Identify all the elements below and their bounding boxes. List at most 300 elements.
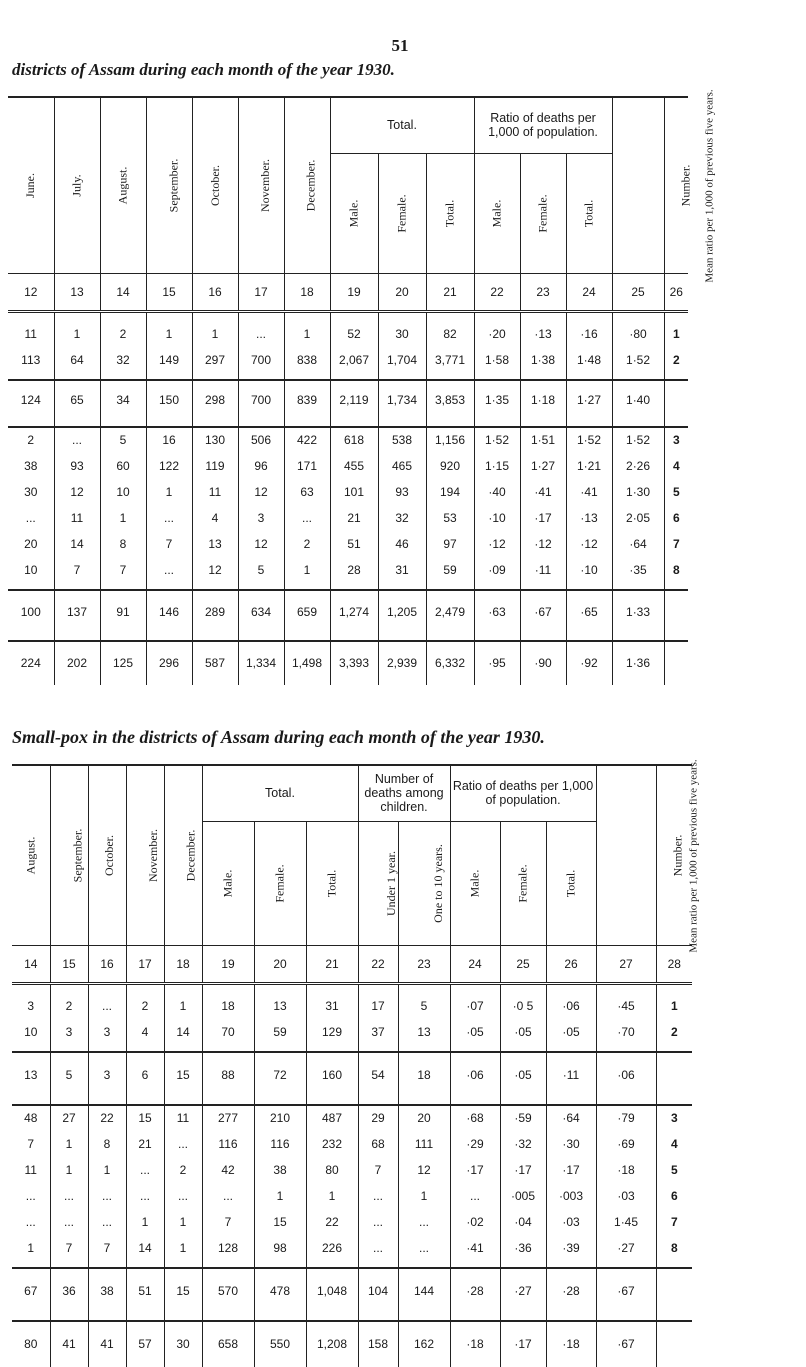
column-number: 23 [398,945,450,983]
spacer-cell [566,583,612,590]
table-cell: 18 [398,1052,450,1098]
table-cell: ·64 [546,1105,596,1131]
table-cell: 232 [306,1131,358,1157]
spacer-cell [254,1261,306,1268]
table-cell: 289 [192,590,238,634]
table-cell: 2,067 [330,347,378,373]
table-cell: 111 [398,1131,450,1157]
table-cell: ·27 [500,1268,546,1314]
table-cell: 8 [100,531,146,557]
spacer-cell [164,1098,202,1105]
header-label: Under 1 year. [383,851,398,916]
table-cell: ... [88,993,126,1019]
spacer-cell [238,634,284,641]
table-cell: ·39 [546,1235,596,1261]
table-cell: 5 [50,1052,88,1098]
table-cell: 1·51 [520,427,566,453]
row-number-cell [664,641,688,685]
header-label: July. [69,174,84,197]
spacer-cell [426,583,474,590]
table-cell: 13 [398,1019,450,1045]
table-cell: 65 [54,380,100,420]
table-cell: ·11 [520,557,566,583]
spacer-cell [12,1098,50,1105]
table-cell: 30 [24,484,38,499]
table-cell: 1 [146,321,192,347]
table-cell: 100 [20,605,41,619]
spacer-cell [146,420,192,427]
spacer-cell [50,1261,88,1268]
spacer-cell [612,373,664,380]
spacer-cell [126,1314,164,1321]
spacer-cell [8,634,54,641]
row-number-cell: 8 [656,1235,692,1261]
table-cell: ·28 [450,1268,500,1314]
table-cell: 59 [254,1019,306,1045]
spacer-cell [520,420,566,427]
table-cell: 7 [54,557,100,583]
table-cell: 31 [306,993,358,1019]
table-cell: 80 [306,1157,358,1183]
row-number-cell: 5 [656,1157,692,1183]
spacer-cell [8,373,54,380]
spacer-cell [192,583,238,590]
column-number: 21 [426,273,474,311]
table-cell: 1·30 [612,479,664,505]
table1-title: districts of Assam during each month of the year 1930. [12,60,395,79]
spacer-cell [100,420,146,427]
column-number: 18 [284,273,330,311]
spacer-cell [450,1098,500,1105]
row-spacer [8,583,688,590]
table-cell: 144 [398,1268,450,1314]
table-cell: 116 [202,1131,254,1157]
table-cell: ·18 [450,1321,500,1367]
header-total-group: Total. [330,97,474,153]
table-cell: 113 [21,352,41,367]
table-cell: 7 [202,1209,254,1235]
table-cell: 11 [192,479,238,505]
header-label: October. [101,835,116,877]
table-cell: ... [202,1183,254,1209]
table-cell: ... [450,1183,500,1209]
table-cell: 124 [20,393,41,407]
table-cell: 91 [100,590,146,634]
spacer-cell [254,1314,306,1321]
row-number-cell: 6 [656,1183,692,1209]
table-cell: 1·27 [566,380,612,420]
table-cell: ·10 [566,557,612,583]
table-cell: 618 [330,427,378,453]
spacer-cell [164,1261,202,1268]
column-numbers-row [12,945,692,983]
table-cell: 54 [358,1052,398,1098]
table-cell: ... [146,505,192,531]
table-cell: 2,119 [330,380,378,420]
table-cell: 122 [146,453,192,479]
spacer-cell [330,311,378,321]
table-cell: 57 [126,1321,164,1367]
column-number: 24 [566,273,612,311]
table-cell: ... [238,321,284,347]
table-cell: 2,479 [426,590,474,634]
table-cell: ... [126,1157,164,1183]
table-cell: ·28 [546,1268,596,1314]
spacer-cell [202,1261,254,1268]
table-cell: 38 [254,1157,306,1183]
table-cell: ·40 [474,479,520,505]
spacer-cell [566,420,612,427]
table-cell: 1·36 [612,641,664,685]
spacer-cell [398,1045,450,1052]
spacer-cell [450,1045,500,1052]
column-number: 26 [664,273,688,311]
table-cell: 3,853 [426,380,474,420]
table-cell: 6,332 [426,641,474,685]
spacer-cell [656,1261,692,1268]
table-cell: 1,156 [426,427,474,453]
table-cell: ... [54,427,100,453]
spacer-cell [596,1314,656,1321]
table-cell: 1 [306,1183,358,1209]
table-cell: 1 [284,557,330,583]
spacer-cell [306,983,358,993]
row-number-cell: 2 [656,1019,692,1045]
table-cell: 12 [54,479,100,505]
table-cell: ·17 [500,1157,546,1183]
header-label: September. [69,828,84,883]
spacer-cell [546,983,596,993]
spacer-cell [378,373,426,380]
spacer-cell [378,583,426,590]
table-cell: 1 [164,1235,202,1261]
spacer-cell [126,1261,164,1268]
table-cell: ·04 [500,1209,546,1235]
header-month [12,765,50,945]
table-cell: ·05 [500,1052,546,1098]
spacer-cell [126,983,164,993]
table-row [8,531,688,557]
table-cell: 634 [238,590,284,634]
row-number-cell [664,380,688,420]
spacer-cell [664,420,688,427]
table-cell: 20 [24,536,38,551]
table-cell: 1·38 [520,347,566,373]
spacer-cell [474,583,520,590]
spacer-cell [612,583,664,590]
table-cell: 4 [192,505,238,531]
table-cell: 7 [27,1136,35,1151]
column-number: 17 [238,273,284,311]
spacer-cell [238,311,284,321]
spacer-cell [330,634,378,641]
row-spacer [12,1045,692,1052]
spacer-cell [378,311,426,321]
spacer-cell [596,983,656,993]
header-label: Female. [515,864,530,903]
table-cell: 10 [24,1024,38,1039]
table-cell: 12 [238,479,284,505]
table-cell: 98 [254,1235,306,1261]
table-cell: ... [358,1209,398,1235]
table-cell: ·09 [474,557,520,583]
spacer-cell [126,1045,164,1052]
table-cell: ·18 [546,1321,596,1367]
table-cell: 1 [164,993,202,1019]
column-number: 22 [474,273,520,311]
spacer-cell [546,1045,596,1052]
table-cell: 277 [202,1105,254,1131]
table-cell: ... [25,510,36,525]
row-spacer [12,983,692,993]
table-cell: 48 [24,1111,38,1125]
spacer-cell [664,311,688,321]
table-row [12,1209,692,1235]
spacer-cell [88,1045,126,1052]
spacer-cell [358,983,398,993]
table-cell: 224 [20,656,41,670]
spacer-cell [306,1261,358,1268]
spacer-cell [500,1314,546,1321]
table-cell: 7 [88,1235,126,1261]
table-cell: 487 [306,1105,358,1131]
table-cell: ·68 [450,1105,500,1131]
table-cell: ·17 [546,1157,596,1183]
spacer-cell [100,583,146,590]
table-cell: 51 [330,531,378,557]
column-number: 13 [54,273,100,311]
spacer-cell [8,420,54,427]
spacer-cell [54,311,100,321]
table-cell: 1 [50,1131,88,1157]
spacer-cell [238,583,284,590]
header-month [100,97,146,273]
column-numbers-row [8,273,688,311]
table-cell: ·30 [546,1131,596,1157]
table-cell: 11 [164,1105,202,1131]
table-cell: 2·05 [612,505,664,531]
table-cell: 1·15 [474,453,520,479]
table-cell: ·03 [546,1209,596,1235]
header-label: Female. [394,194,409,233]
table-cell: ·80 [612,321,664,347]
spacer-cell [50,983,88,993]
table-cell: ... [88,1209,126,1235]
spacer-cell [54,420,100,427]
table-cell: 15 [126,1105,164,1131]
table-cell: ·10 [474,505,520,531]
table-cell: 1·52 [474,427,520,453]
header-label: Total. [324,869,339,898]
spacer-cell [500,1098,546,1105]
spacer-cell [500,1045,546,1052]
table-cell: 96 [238,453,284,479]
table-cell: 13 [24,1068,38,1082]
table-cell: 70 [202,1019,254,1045]
table-cell: 32 [378,505,426,531]
spacer-cell [656,1098,692,1105]
table-cell: 10 [100,479,146,505]
table-cell: 5 [238,557,284,583]
spacer-cell [664,583,688,590]
table-cell: 128 [202,1235,254,1261]
table-row [8,427,688,453]
table-cell: 12 [398,1157,450,1183]
table-cell: ·06 [450,1052,500,1098]
header-number [664,97,692,273]
table-cell: ... [88,1183,126,1209]
table-cell: 36 [50,1268,88,1314]
table-cell: 1 [50,1157,88,1183]
spacer-cell [474,420,520,427]
spacer-cell [254,1098,306,1105]
table2-title: Small-pox in the districts of Assam during each month of the year 1930. [12,727,545,747]
table-cell: 2 [100,321,146,347]
spacer-cell [546,1261,596,1268]
table-cell: 7 [50,1235,88,1261]
table-cell: 1 [164,1209,202,1235]
table-cell: 1 [100,505,146,531]
table-row [12,1321,692,1367]
row-number-cell [656,1321,692,1367]
table-cell: 1·58 [474,347,520,373]
spacer-cell [520,583,566,590]
spacer-cell [566,373,612,380]
spacer-cell [398,983,450,993]
table-cell: 41 [88,1321,126,1367]
header-total-female [378,153,426,273]
table-cell: ·18 [596,1157,656,1183]
table-cell: ·12 [566,531,612,557]
table-cell: 51 [126,1268,164,1314]
header-total-male [202,821,254,945]
row-spacer [12,1314,692,1321]
header-label: November. [257,159,272,213]
row-spacer [12,1098,692,1105]
spacer-cell [450,1314,500,1321]
header-label: August. [23,836,38,875]
spacer-cell [146,311,192,321]
spacer-cell [8,583,54,590]
spacer-cell [146,634,192,641]
header-label: Male. [467,869,482,898]
row-number-cell: 1 [664,321,688,347]
spacer-cell [202,983,254,993]
spacer-cell [546,1098,596,1105]
header-month [192,97,238,273]
table-row [12,1105,692,1131]
column-number: 25 [500,945,546,983]
table-cell: 13 [254,993,306,1019]
table-cell: ·05 [500,1019,546,1045]
table-cell: 101 [330,479,378,505]
header-label: Number. [669,834,684,877]
header-label: Total. [563,869,578,898]
table-cell: 298 [192,380,238,420]
header-total-total [306,821,358,945]
table-cell: ·35 [612,557,664,583]
table-cell: 296 [146,641,192,685]
table-cell: 5 [398,993,450,1019]
spacer-cell [164,983,202,993]
table-cell: 18 [202,993,254,1019]
spacer-cell [192,311,238,321]
column-number: 20 [254,945,306,983]
table-cell: 839 [284,380,330,420]
table-cell: 1,704 [378,347,426,373]
table-cell: ·63 [474,590,520,634]
table-cell: 12 [192,557,238,583]
row-spacer [8,373,688,380]
table-cell: 21 [126,1131,164,1157]
table-cell: 2,939 [378,641,426,685]
table-cell: 82 [426,321,474,347]
header-label: September. [165,158,180,213]
table-cell: 7 [100,557,146,583]
table-cell: 171 [284,453,330,479]
spacer-cell [202,1314,254,1321]
header-children-under1 [358,821,398,945]
table-cell: 130 [192,427,238,453]
table-cell: 5 [100,427,146,453]
table-cell: 104 [358,1268,398,1314]
table-cell: ·67 [520,590,566,634]
table-cell: 587 [192,641,238,685]
header-label: Mean ratio per 1,000 of previous five years. [703,89,716,283]
table-cell: 7 [146,531,192,557]
row-number-cell: 4 [664,453,688,479]
spacer-cell [596,1261,656,1268]
table-cell: 22 [88,1105,126,1131]
table-cell: 550 [254,1321,306,1367]
table-cell: ·70 [596,1019,656,1045]
table-cell: 2 [27,433,35,447]
table-cell: ·06 [546,993,596,1019]
table-cell: 1,205 [378,590,426,634]
table-cell: ... [284,505,330,531]
spacer-cell [358,1045,398,1052]
table-cell: 1 [54,321,100,347]
row-number-cell: 3 [656,1105,692,1131]
spacer-cell [358,1261,398,1268]
table-cell: ·79 [596,1105,656,1131]
table-cell: ·29 [450,1131,500,1157]
spacer-cell [164,1045,202,1052]
table-cell: 68 [358,1131,398,1157]
table-cell: ·27 [596,1235,656,1261]
table-cell: ·16 [566,321,612,347]
table-cell: 6 [126,1052,164,1098]
table-cell: ·11 [546,1052,596,1098]
table-cell: ·95 [474,641,520,685]
table-cell: 13 [192,531,238,557]
table-cell: 920 [426,453,474,479]
table-row [12,993,692,1019]
spacer-cell [254,983,306,993]
table-cell: 67 [24,1284,38,1298]
column-number: 17 [126,945,164,983]
header-ratio-group: Ratio of deaths per 1,000 of population. [474,97,612,153]
row-number-cell [656,1268,692,1314]
table-cell: 455 [330,453,378,479]
table-cell: 32 [100,347,146,373]
spacer-cell [100,634,146,641]
table-cell: 1 [88,1157,126,1183]
spacer-cell [146,373,192,380]
column-number: 14 [12,945,50,983]
table-cell: 162 [398,1321,450,1367]
spacer-cell [426,420,474,427]
